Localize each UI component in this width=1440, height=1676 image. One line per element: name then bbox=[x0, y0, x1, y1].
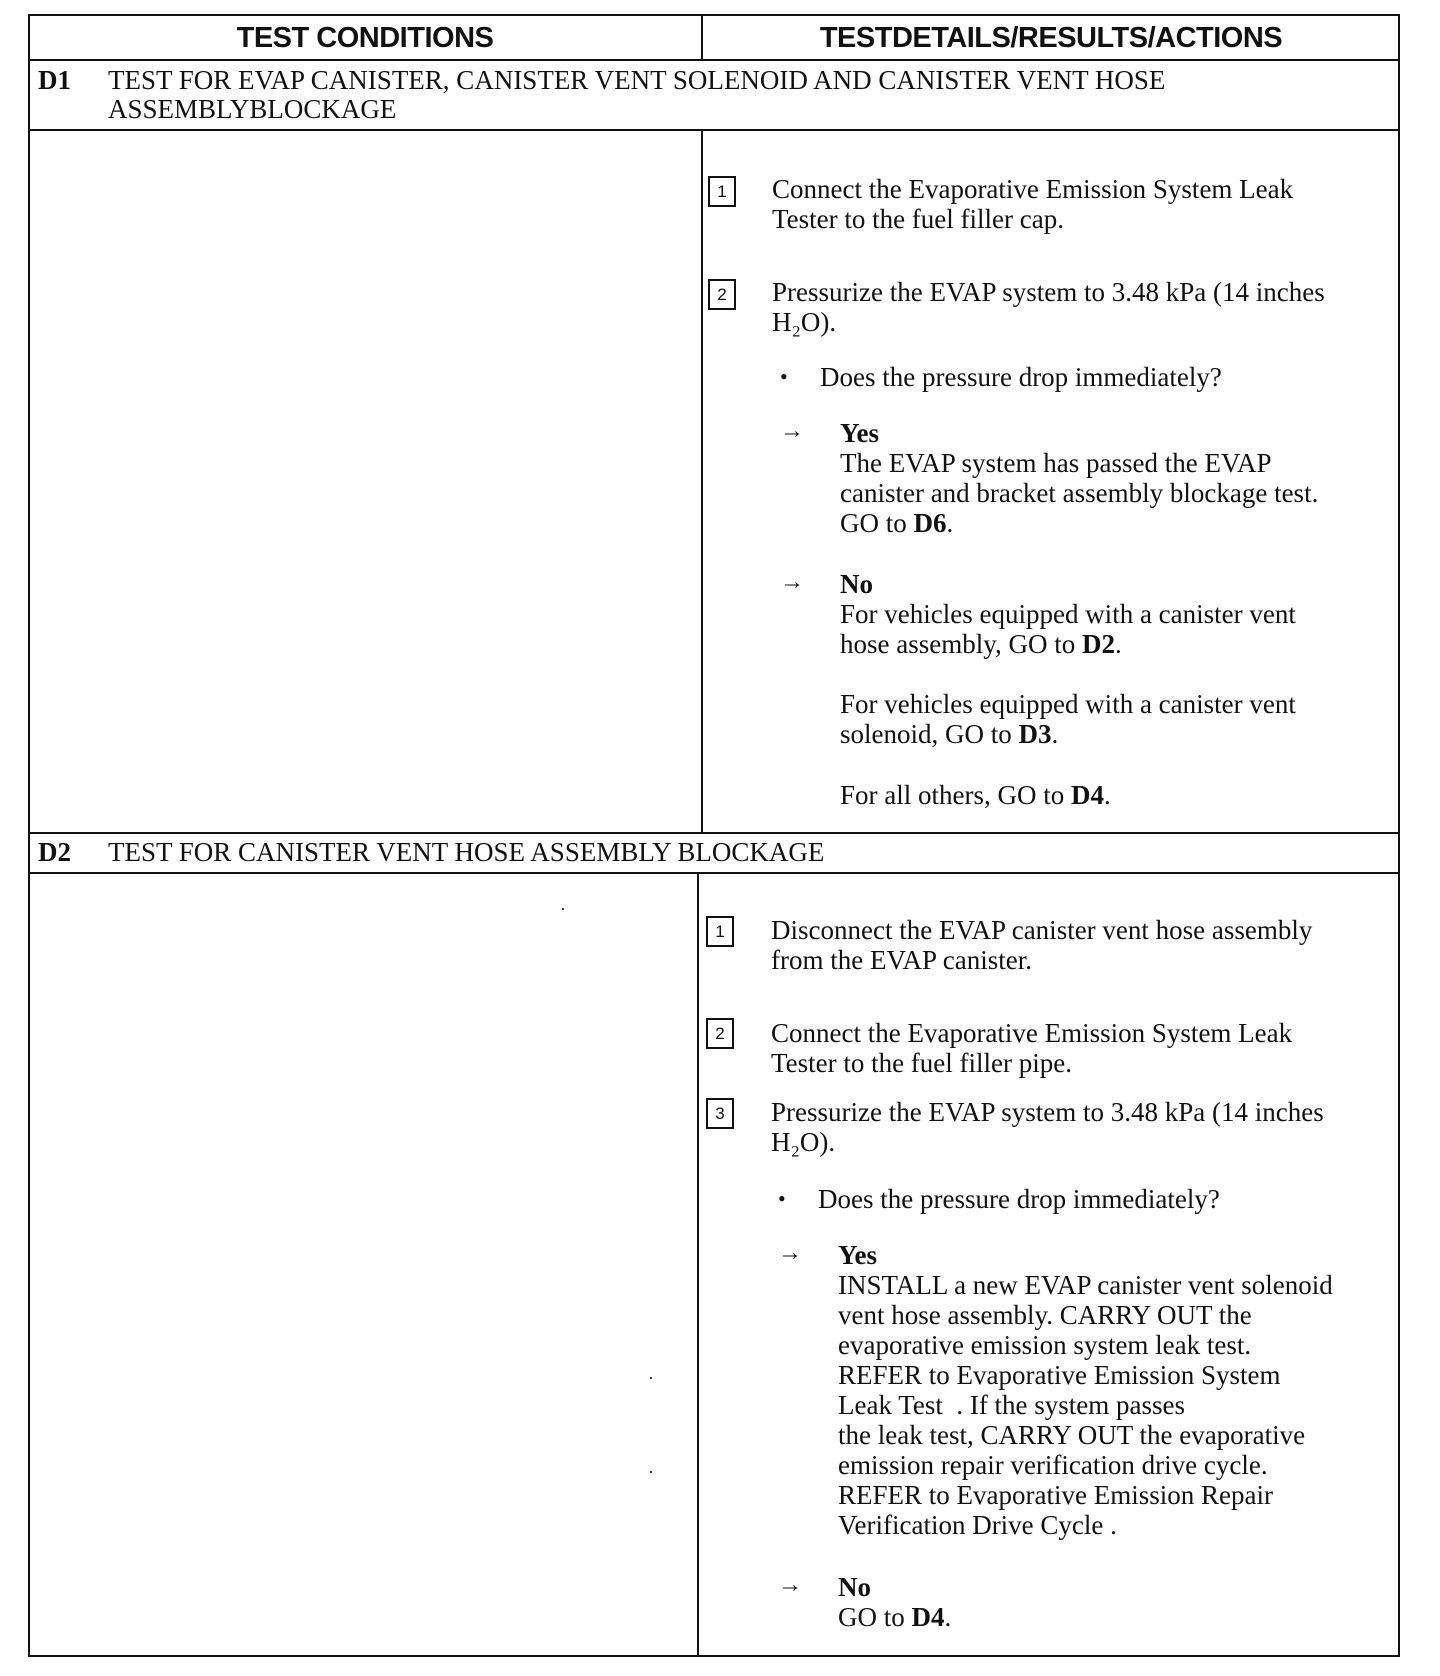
d1-yes-arrow: → bbox=[780, 418, 804, 444]
d2-question: Does the pressure drop immediately? bbox=[818, 1184, 1220, 1214]
d2-step-2-text bbox=[771, 1018, 1411, 1078]
d1-yes-text bbox=[840, 448, 1318, 538]
d2-no-label: No bbox=[838, 1572, 871, 1602]
d2-step-1-number: 1 bbox=[706, 916, 734, 947]
table-border-bottom bbox=[28, 1655, 1400, 1657]
d2-title-text: TEST FOR CANISTER VENT HOSE ASSEMBLY BLOCKAGE bbox=[108, 837, 825, 867]
table-border-left bbox=[28, 14, 30, 1657]
d1-no-para1 bbox=[840, 599, 1296, 659]
d2-yes-line3: evaporative emission system leak test. bbox=[838, 1330, 1252, 1360]
d1-yes-line1: The EVAP system has passed the EVAP bbox=[840, 448, 1272, 478]
d2-step-2-number: 2 bbox=[706, 1018, 734, 1049]
d1-column-divider bbox=[701, 130, 703, 833]
d1-step-2-text bbox=[772, 277, 1412, 337]
d2-question-bullet: • bbox=[778, 1186, 786, 1211]
d2-no-arrow: → bbox=[778, 1572, 802, 1598]
d1-question: Does the pressure drop immediately? bbox=[820, 362, 1222, 392]
d1-no-arrow: → bbox=[780, 569, 804, 595]
d1-step-2-line1: Pressurize the EVAP system to 3.48 kPa (14 inches bbox=[772, 277, 1325, 307]
d2-yes-line6: the leak test, CARRY OUT the evaporative bbox=[838, 1420, 1306, 1450]
d1-step-id: D1 bbox=[38, 65, 71, 95]
d1-title-line2: ASSEMBLYBLOCKAGE bbox=[108, 94, 397, 124]
d2-yes-line8: REFER to Evaporative Emission Repair bbox=[838, 1480, 1273, 1510]
d2-title-top-divider bbox=[28, 832, 1400, 834]
table-border-right bbox=[1398, 14, 1400, 1657]
d1-no-para3: For all others, GO to D4. bbox=[840, 780, 1111, 810]
d2-yes-line7: emission repair verification drive cycle. bbox=[838, 1450, 1268, 1480]
d1-question-bullet: • bbox=[780, 364, 788, 389]
d1-yes-label: Yes bbox=[840, 418, 879, 448]
d1-step-2-line2: H₂O). bbox=[772, 307, 837, 337]
d2-step-3-number: 3 bbox=[706, 1098, 734, 1129]
d1-yes-goto: GO to D6. bbox=[840, 508, 954, 538]
header-divider bbox=[28, 59, 1400, 61]
d2-step-1-line1: Disconnect the EVAP canister vent hose assembly bbox=[771, 915, 1313, 945]
d2-yes-line2: vent hose assembly. CARRY OUT the bbox=[838, 1300, 1252, 1330]
d2-yes-line9: Verification Drive Cycle . bbox=[838, 1510, 1117, 1540]
d2-step-3-line1: Pressurize the EVAP system to 3.48 kPa (14 inches bbox=[771, 1097, 1324, 1127]
d2-step-id: D2 bbox=[38, 837, 71, 867]
d1-step-2-number: 2 bbox=[708, 279, 736, 310]
d1-no-label: No bbox=[840, 569, 873, 599]
d2-column-divider bbox=[697, 873, 699, 1656]
d1-no-p1-line2: hose assembly, GO to D2. bbox=[840, 629, 1122, 659]
d2-yes-line1: INSTALL a new EVAP canister vent solenoid bbox=[838, 1270, 1333, 1300]
d1-no-para2 bbox=[840, 689, 1296, 749]
d2-step-2-line2: Tester to the fuel filler pipe. bbox=[771, 1048, 1072, 1078]
d1-step-1-line1: Connect the Evaporative Emission System Leak bbox=[772, 174, 1294, 204]
d2-step-3-line2: H₂O). bbox=[771, 1127, 836, 1157]
d2-step-1-line2: from the EVAP canister. bbox=[771, 945, 1032, 975]
diagnostic-test-table bbox=[28, 14, 1400, 1657]
d2-step-1-text bbox=[771, 915, 1411, 975]
scan-speck bbox=[562, 908, 564, 910]
d1-no-p1-line1: For vehicles equipped with a canister vent bbox=[840, 599, 1296, 629]
scan-speck bbox=[650, 1377, 652, 1379]
d2-no-goto: GO to D4. bbox=[838, 1602, 952, 1632]
d1-step-1-text bbox=[772, 174, 1412, 234]
scan-speck bbox=[650, 1471, 652, 1473]
header-test-details: TESTDETAILS/RESULTS/ACTIONS bbox=[819, 22, 1283, 54]
d2-yes-label: Yes bbox=[838, 1240, 877, 1270]
d1-no-p2-line1: For vehicles equipped with a canister vent bbox=[840, 689, 1296, 719]
d2-step-3-text bbox=[771, 1097, 1411, 1157]
d1-step-1-number: 1 bbox=[708, 176, 736, 207]
d2-yes-text bbox=[838, 1270, 1333, 1540]
d1-title-text bbox=[108, 66, 1368, 124]
d2-yes-arrow: → bbox=[778, 1240, 802, 1266]
d2-title-divider bbox=[28, 872, 1400, 874]
d1-title-line1: TEST FOR EVAP CANISTER, CANISTER VENT SOLENOID AND CANISTER VENT HOSE bbox=[108, 65, 1166, 95]
d2-yes-line4: REFER to Evaporative Emission System bbox=[838, 1360, 1281, 1390]
d2-step-2-line1: Connect the Evaporative Emission System Leak bbox=[771, 1018, 1293, 1048]
d1-no-p2-line2: solenoid, GO to D3. bbox=[840, 719, 1059, 749]
d1-yes-line2: canister and bracket assembly blockage test. bbox=[840, 478, 1319, 508]
header-test-conditions: TEST CONDITIONS bbox=[236, 22, 494, 54]
d1-step-1-line2: Tester to the fuel filler cap. bbox=[772, 204, 1064, 234]
d2-yes-line5: Leak Test . If the system passes bbox=[838, 1390, 1186, 1420]
d1-title-divider bbox=[28, 129, 1400, 131]
